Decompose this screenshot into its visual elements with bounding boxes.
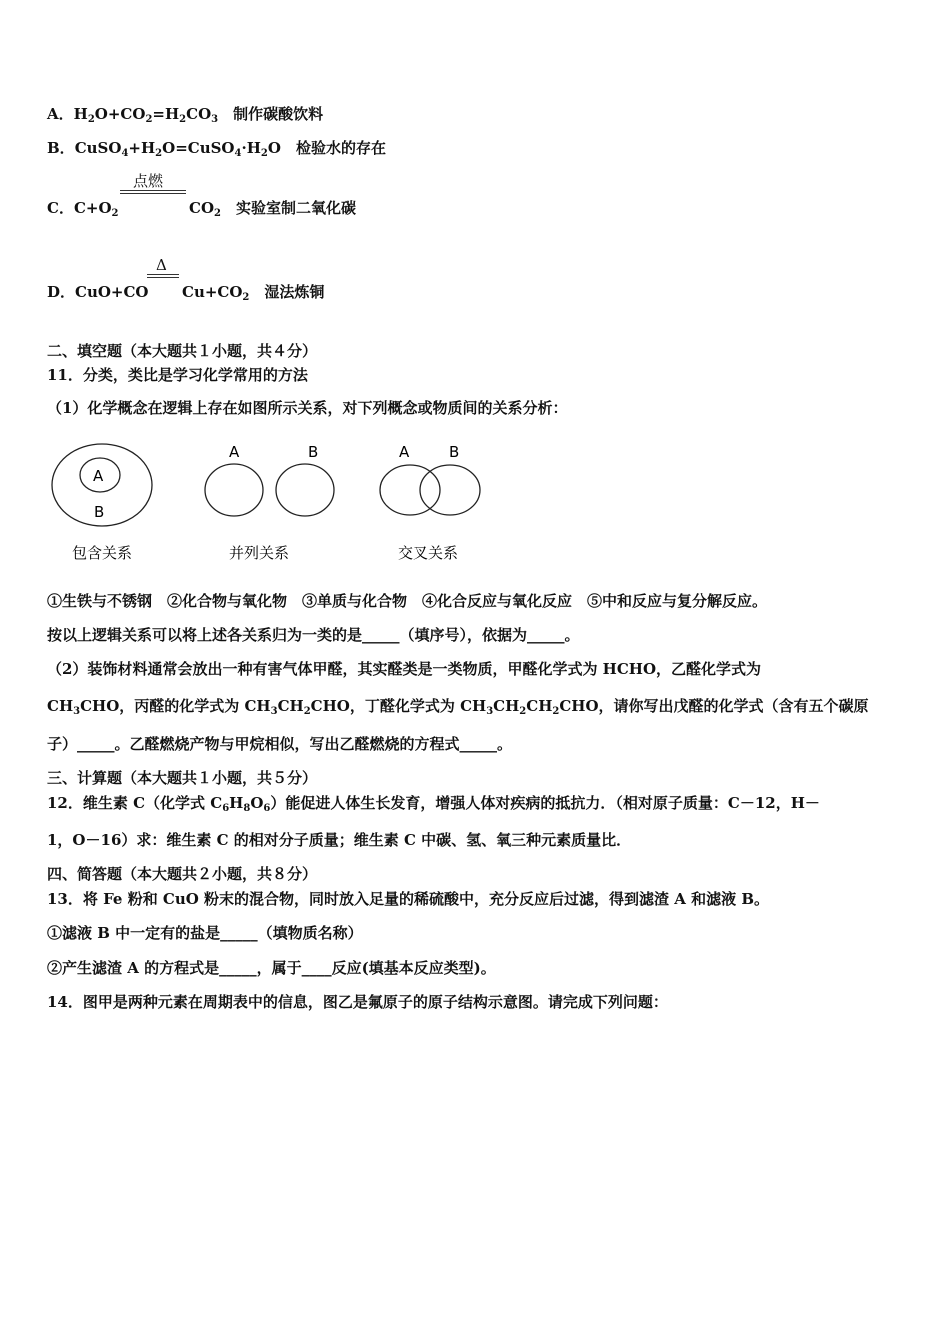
q11-ask: 按以上逻辑关系可以将上述各关系归为一类的是_____（填序号），依据为_____。 xyxy=(47,626,580,644)
parallel-label-b: B xyxy=(308,443,319,461)
q11-part2-line2: $CH_3CHO$，丙醛的化学式为 $CH_3CH_2CHO$，丁醛化学式为 $CH_3CH_2CH_2CHO$，请你写出戊醛的化学式（含有五个碳原 xyxy=(47,697,869,717)
q11-title: 11．分类，类比是学习化学常用的方法 xyxy=(47,366,308,384)
equals-bar-c xyxy=(120,190,186,194)
option-b-use: 检验水的存在 xyxy=(295,139,386,157)
equation-a: $H_2O+CO_2=H_2CO_3$ xyxy=(73,105,219,125)
q13-item1: ①滤液 B 中一定有的盐是_____（填物质名称） xyxy=(47,924,363,942)
parallel-caption: 并列关系 xyxy=(229,544,290,562)
option-d-use: 湿法炼铜 xyxy=(264,283,325,301)
option-d-right: $Cu+CO_2$ 湿法炼铜 xyxy=(182,283,325,303)
equation-b: $CuSO_4+H_2O=CuSO_4\cdot H_2O$ xyxy=(74,139,281,159)
relationship-diagram xyxy=(40,430,500,570)
q13-title: 13．将 Fe 粉和 CuO 粉末的混合物，同时放入足量的稀硫酸中，充分反应后过滤，得到滤渣 A 和滤液 B。 xyxy=(47,890,770,908)
equals-bar-d xyxy=(147,274,179,278)
contain-inner-label: A xyxy=(93,467,104,485)
option-c: C．$C+O_2$ xyxy=(47,199,119,219)
section-3-title: 三、计算题（本大题共１小题，共５分） xyxy=(47,769,318,787)
section-4-title: 四、简答题（本大题共２小题，共８分） xyxy=(47,865,318,883)
parallel-label-a: A xyxy=(229,443,240,461)
cross-caption: 交叉关系 xyxy=(398,544,459,562)
cross-label-a: A xyxy=(399,443,410,461)
option-a-use: 制作碳酸饮料 xyxy=(233,105,324,123)
q11-part2-line3: 子）_____。乙醛燃烧产物与甲烷相似，写出乙醛燃烧的方程式_____。 xyxy=(47,735,513,753)
q14-title: 14．图甲是两种元素在周期表中的信息，图乙是氟原子的原子结构示意图。请完成下列问题： xyxy=(47,993,668,1011)
contain-caption: 包含关系 xyxy=(72,544,133,562)
q12-line1: 12．维生素 C（化学式 $C_6H_8O_6$）能促进人体生长发育，增强人体对疾病的抵抗力．（相对原子质量：C－12，H－ xyxy=(47,794,820,814)
q11-part2-line1: （2）装饰材料通常会放出一种有害气体甲醛，其实醛类是一类物质，甲醛化学式为 HCHO，乙醛化学式为 xyxy=(47,660,762,678)
option-d: D．CuO+CO xyxy=(47,283,149,301)
cross-label-b: B xyxy=(449,443,460,461)
option-c-use: 实验室制二氧化碳 xyxy=(236,199,357,217)
contain-diagram xyxy=(52,444,152,562)
q12-line2: 1，O－16）求：维生素 C 的相对分子质量；维生素 C 中碳、氢、氧三种元素质量比． xyxy=(47,831,632,849)
condition-ignite: 点燃 xyxy=(133,172,164,190)
option-a: A．$H_2O+CO_2=H_2CO_3$ 制作碳酸饮料 xyxy=(47,105,324,125)
contain-outer-label: B xyxy=(94,503,105,521)
parallel-diagram xyxy=(205,443,334,562)
option-b: B．$CuSO_4+H_2O=CuSO_4\cdot H_2O$ 检验水的存在 xyxy=(47,139,386,159)
q11-items: ①生铁与不锈钢 ②化合物与氧化物 ③单质与化合物 ④化合反应与氧化反应 ⑤中和反应与复分解反应。 xyxy=(47,592,768,610)
option-c-right: $CO_2$ 实验室制二氧化碳 xyxy=(189,199,357,219)
section-2-title: 二、填空题（本大题共１小题，共４分） xyxy=(47,342,318,360)
q13-item2: ②产生滤渣 A 的方程式是_____，属于____反应(填基本反应类型)。 xyxy=(47,959,496,977)
condition-heat: Δ xyxy=(156,256,167,274)
cross-diagram xyxy=(380,443,480,562)
q11-part1: （1）化学概念在逻辑上存在如图所示关系，对下列概念或物质间的关系分析： xyxy=(47,399,568,417)
